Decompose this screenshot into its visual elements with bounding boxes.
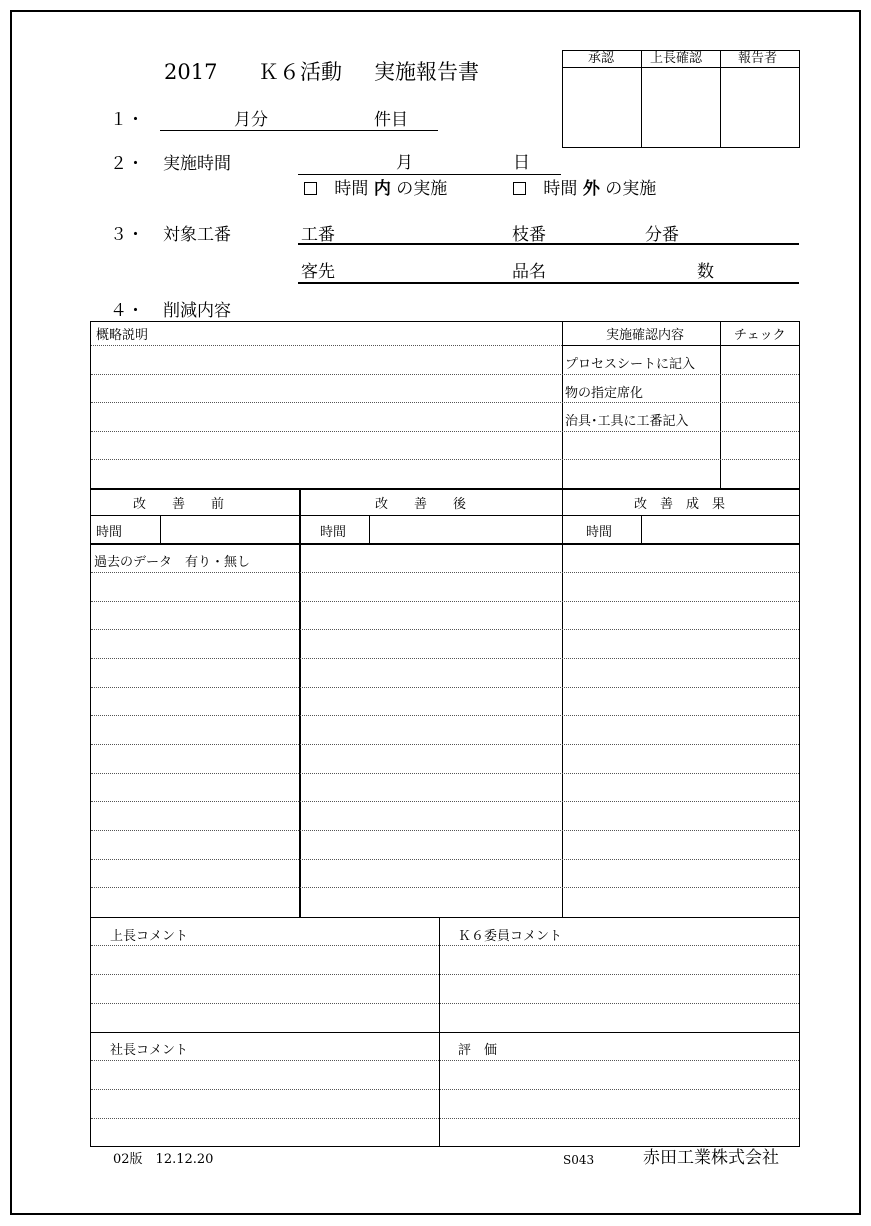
president-comment-label: 社長コメント — [110, 1043, 189, 1058]
before-header: 改 善 前 — [133, 497, 225, 512]
quantity-label: 数 — [697, 262, 714, 282]
month-input-area[interactable] — [160, 110, 230, 130]
title-activity: Ｋ６活動 — [258, 60, 342, 84]
product-label: 品名 — [512, 262, 546, 282]
summary-label: 概略説明 — [96, 328, 149, 343]
k6-comment-label: Ｋ６委員コメント — [458, 929, 563, 944]
item2-day: 日 — [513, 153, 530, 173]
item2-underline — [298, 174, 561, 175]
title-year: 2017 — [164, 60, 218, 84]
superior-comment-label: 上長コメント — [110, 929, 189, 944]
option-outside-hours[interactable]: 時間 外 の実施 — [513, 181, 656, 198]
reporter-stamp-cell[interactable] — [721, 68, 799, 147]
after-content-area[interactable] — [302, 546, 560, 915]
item1-count-unit: 件目 — [374, 110, 408, 130]
item4-number: ４・ — [110, 301, 144, 321]
item2-number: ２・ — [110, 154, 144, 174]
k6-comment-area[interactable] — [441, 947, 798, 1031]
edaban-label: 枝番 — [512, 225, 546, 245]
option-within-hours[interactable]: 時間 内 の実施 — [304, 181, 447, 198]
after-header: 改 善 後 — [375, 497, 467, 512]
customer-label: 客先 — [301, 262, 335, 282]
checkbox-outside-hours[interactable] — [513, 182, 526, 195]
confirm-item-jig-tool: 治具･工具に工番記入 — [565, 414, 689, 429]
after-time-input[interactable] — [371, 517, 560, 542]
result-header: 改 善 成 果 — [634, 497, 726, 512]
item3-number: ３・ — [110, 225, 144, 245]
result-time-input[interactable] — [643, 517, 798, 542]
after-time-label: 時間 — [320, 525, 347, 540]
count-input-area[interactable] — [280, 110, 370, 130]
evaluation-area[interactable] — [441, 1062, 798, 1146]
check-header: チェック — [734, 328, 786, 343]
item1-number: １・ — [110, 110, 144, 130]
approval-header-superior: 上長確認 — [650, 51, 703, 66]
company-name: 赤田工業株式会社 — [643, 1148, 779, 1168]
item3-label: 対象工番 — [163, 225, 231, 245]
confirm-header: 実施確認内容 — [606, 328, 685, 343]
check-cell-process-sheet[interactable] — [722, 347, 798, 373]
confirm-item-process-sheet: プロセスシートに記入 — [565, 357, 696, 372]
approval-stamp-cell[interactable] — [563, 68, 640, 147]
before-time-label: 時間 — [96, 525, 123, 540]
before-content-area[interactable] — [92, 574, 298, 915]
summary-input-area[interactable] — [92, 347, 560, 487]
evaluation-label: 評 価 — [458, 1043, 498, 1058]
item1-underline — [160, 130, 438, 131]
result-time-label: 時間 — [586, 525, 613, 540]
before-time-input[interactable] — [162, 517, 297, 542]
approval-header-reporter: 報告者 — [738, 51, 778, 66]
superior-stamp-cell[interactable] — [642, 68, 719, 147]
item3-underline-2 — [298, 282, 799, 284]
check-cell-designated-place[interactable] — [722, 376, 798, 401]
approval-header-approve: 承認 — [588, 51, 615, 66]
item1-month-unit: 月分 — [234, 110, 268, 130]
form-version: 02版 12.12.20 — [113, 1152, 214, 1167]
result-content-area[interactable] — [564, 546, 798, 915]
past-data-label: 過去のデータ 有り・無し — [94, 555, 251, 570]
item3-underline-1 — [298, 243, 799, 245]
bunban-label: 分番 — [645, 225, 679, 245]
confirm-item-designated-place: 物の指定席化 — [565, 386, 644, 401]
superior-comment-area[interactable] — [92, 947, 437, 1031]
title-name: 実施報告書 — [374, 60, 479, 84]
koban-label: 工番 — [301, 225, 335, 245]
checkbox-within-hours[interactable] — [304, 182, 317, 195]
item2-label: 実施時間 — [163, 154, 231, 174]
president-comment-area[interactable] — [92, 1062, 437, 1146]
item2-month: 月 — [396, 153, 413, 173]
form-code: S043 — [563, 1153, 595, 1167]
check-cell-jig-tool[interactable] — [722, 404, 798, 430]
item4-label: 削減内容 — [163, 301, 231, 321]
